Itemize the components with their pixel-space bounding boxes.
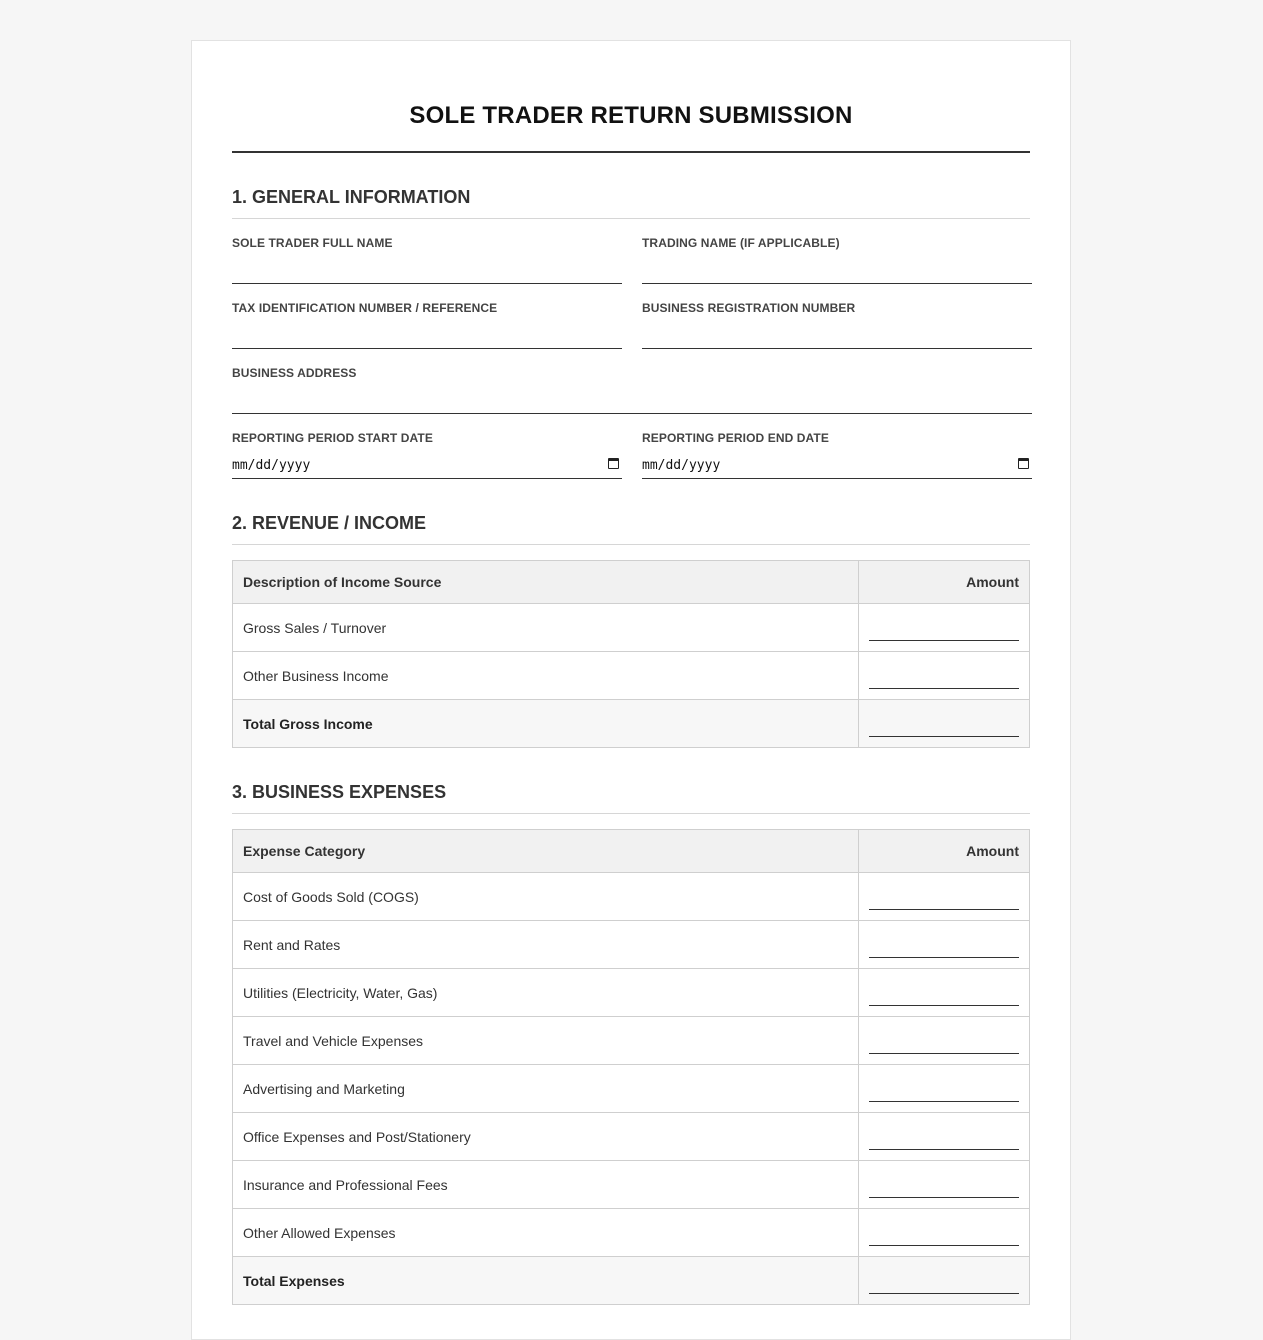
amount-underline <box>869 736 1019 737</box>
section-heading-revenue: 2. REVENUE / INCOME <box>232 512 1030 545</box>
expenses-table <box>232 829 1030 1305</box>
revenue-table <box>232 560 1030 748</box>
end-date-input[interactable] <box>642 449 1032 479</box>
registration-number-input[interactable] <box>642 319 1032 349</box>
row-label: Other Allowed Expenses <box>233 1209 859 1257</box>
full-name-input[interactable] <box>232 254 622 284</box>
table-header-row <box>233 561 1030 604</box>
business-address-input[interactable] <box>232 384 1032 414</box>
registration-number-label: BUSINESS REGISTRATION NUMBER <box>642 301 856 315</box>
row-label: Office Expenses and Post/Stationery <box>233 1113 859 1161</box>
total-amount-field[interactable] <box>859 700 1030 748</box>
row-label: Advertising and Marketing <box>233 1065 859 1113</box>
total-label: Total Expenses <box>233 1257 859 1305</box>
general-info-grid <box>232 219 1030 479</box>
total-row <box>233 1257 1030 1305</box>
row-label: Gross Sales / Turnover <box>233 604 859 652</box>
title-divider <box>232 151 1030 153</box>
amount-underline <box>869 1149 1019 1150</box>
amount-underline <box>869 1101 1019 1102</box>
row-label: Other Business Income <box>233 652 859 700</box>
table-row <box>233 1113 1030 1161</box>
trading-name-input[interactable] <box>642 254 1032 284</box>
calendar-icon[interactable] <box>608 458 619 469</box>
column-header-description: Description of Income Source <box>233 561 859 604</box>
tax-id-label: TAX IDENTIFICATION NUMBER / REFERENCE <box>232 301 498 315</box>
amount-field[interactable] <box>859 873 1030 921</box>
amount-underline <box>869 1005 1019 1006</box>
business-address-label: BUSINESS ADDRESS <box>232 366 357 380</box>
amount-underline <box>869 1197 1019 1198</box>
field-end-date <box>642 431 1032 479</box>
row-label: Travel and Vehicle Expenses <box>233 1017 859 1065</box>
calendar-icon[interactable] <box>1018 458 1029 469</box>
column-header-category: Expense Category <box>233 830 859 873</box>
amount-field[interactable] <box>859 1209 1030 1257</box>
table-row <box>233 604 1030 652</box>
table-row <box>233 873 1030 921</box>
row-label: Cost of Goods Sold (COGS) <box>233 873 859 921</box>
amount-underline <box>869 688 1019 689</box>
row-label: Utilities (Electricity, Water, Gas) <box>233 969 859 1017</box>
page-title: SOLE TRADER RETURN SUBMISSION <box>409 102 853 129</box>
table-header-row <box>233 830 1030 873</box>
amount-underline <box>869 1053 1019 1054</box>
total-row <box>233 700 1030 748</box>
amount-field[interactable] <box>859 969 1030 1017</box>
column-header-amount: Amount <box>859 561 1030 604</box>
field-registration-number <box>642 301 1032 349</box>
field-business-address <box>232 366 1032 414</box>
amount-underline <box>869 640 1019 641</box>
section-heading-general: 1. GENERAL INFORMATION <box>232 186 1030 219</box>
end-date-label: REPORTING PERIOD END DATE <box>642 431 829 445</box>
table-row <box>233 1161 1030 1209</box>
section-heading-expenses: 3. BUSINESS EXPENSES <box>232 781 1030 814</box>
field-trading-name <box>642 236 1032 284</box>
full-name-label: SOLE TRADER FULL NAME <box>232 236 393 250</box>
start-date-input[interactable] <box>232 449 622 479</box>
amount-underline <box>869 1245 1019 1246</box>
table-row <box>233 969 1030 1017</box>
table-row <box>233 1017 1030 1065</box>
field-start-date <box>232 431 622 479</box>
field-full-name <box>232 236 622 284</box>
total-label: Total Gross Income <box>233 700 859 748</box>
row-label: Rent and Rates <box>233 921 859 969</box>
amount-field[interactable] <box>859 1161 1030 1209</box>
tax-id-input[interactable] <box>232 319 622 349</box>
column-header-amount: Amount <box>859 830 1030 873</box>
table-row <box>233 1209 1030 1257</box>
table-row <box>233 1065 1030 1113</box>
amount-field[interactable] <box>859 1065 1030 1113</box>
end-date-placeholder: mm/dd/yyyy <box>642 458 721 473</box>
total-amount-field[interactable] <box>859 1257 1030 1305</box>
amount-field[interactable] <box>859 604 1030 652</box>
amount-field[interactable] <box>859 1017 1030 1065</box>
trading-name-label: TRADING NAME (IF APPLICABLE) <box>642 236 840 250</box>
field-tax-id <box>232 301 622 349</box>
amount-field[interactable] <box>859 652 1030 700</box>
amount-field[interactable] <box>859 1113 1030 1161</box>
start-date-label: REPORTING PERIOD START DATE <box>232 431 433 445</box>
row-label: Insurance and Professional Fees <box>233 1161 859 1209</box>
amount-underline <box>869 1293 1019 1294</box>
table-row <box>233 921 1030 969</box>
amount-underline <box>869 909 1019 910</box>
form-page <box>191 40 1071 1340</box>
amount-underline <box>869 957 1019 958</box>
amount-field[interactable] <box>859 921 1030 969</box>
table-row <box>233 652 1030 700</box>
start-date-placeholder: mm/dd/yyyy <box>232 458 311 473</box>
